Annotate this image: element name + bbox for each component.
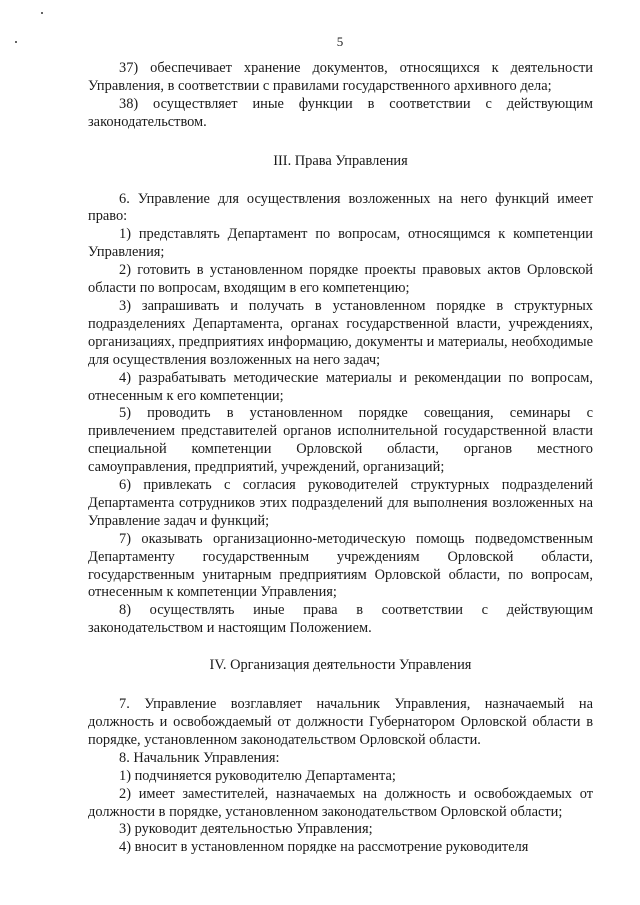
- right-item-4: 4) разрабатывать методические материалы и рекомендации по вопросам, отнесенным к его компетенции;: [88, 369, 593, 404]
- right-item-6: 6) привлекать с согласия руководителей структурных подразделений Департамента сотрудников этих подразделений для выполнения возложенных на Управление задач и функций;: [88, 477, 593, 529]
- document-body: [88, 60, 593, 857]
- section-3-heading: III. Права Управления: [273, 152, 408, 169]
- right-item-2: 2) готовить в установленном порядке проекты правовых актов Орловской области по вопросам, входящим в его компетенцию;: [88, 262, 593, 297]
- head-duty-item-3: 3) руководит деятельностью Управления;: [119, 821, 373, 838]
- paragraph-7: 7. Управление возглавляет начальник Управления, назначаемый на должность и освобождаемый от должности Губернатором Орловской области в порядке, установленном законодательством Орловской области.: [88, 696, 593, 748]
- page-number: 5: [336, 34, 344, 49]
- paragraph-item-37: 37) обеспечивает хранение документов, относящихся к деятельности Управления, в соответствии с правилами государственного архивного дела;: [88, 60, 593, 94]
- scan-artifact-dot: [41, 12, 43, 14]
- right-item-7: 7) оказывать организационно-методическую помощь подведомственным Департаменту государственным учреждениям Орловской области, государственным унитарным предприятиям Орловской области, по вопросам, отнесенным к компетенции Управления;: [88, 530, 593, 601]
- head-duty-item-1: 1) подчиняется руководителю Департамента;: [119, 767, 396, 784]
- head-duty-item-4: 4) вносит в установленном порядке на рассмотрение руководителя: [119, 839, 529, 856]
- right-item-8: 8) осуществлять иные права в соответствии с действующим законодательством и настоящим Положением.: [88, 602, 593, 637]
- paragraph-6-intro: 6. Управление для осуществления возложенных на него функций имеет право:: [88, 190, 593, 225]
- right-item-1: 1) представлять Департамент по вопросам, относящимся к компетенции Управления;: [88, 226, 593, 261]
- paragraph-8-intro: 8. Начальник Управления:: [119, 749, 280, 766]
- section-4-heading: IV. Организация деятельности Управления: [209, 657, 472, 674]
- head-duty-item-2: 2) имеет заместителей, назначаемых на должность и освобождаемых от должности в порядке, установленном законодательством Орловской области;: [88, 785, 593, 820]
- right-item-3: 3) запрашивать и получать в установленном порядке в структурных подразделениях Департамента, органах государственной власти, учреждениях, организациях, предприятиях информацию, документы и материалы, необходимые для осуществления возложенных на него задач;: [88, 297, 593, 368]
- right-item-5: 5) проводить в установленном порядке совещания, семинары с привлечением представителей органов исполнительной государственной власти специальной компетенции Орловской области, органов местного самоуправления, предприятий, учреждений, организаций;: [88, 405, 593, 476]
- paragraph-item-38: 38) осуществляет иные функции в соответствии с действующим законодательством.: [88, 95, 593, 130]
